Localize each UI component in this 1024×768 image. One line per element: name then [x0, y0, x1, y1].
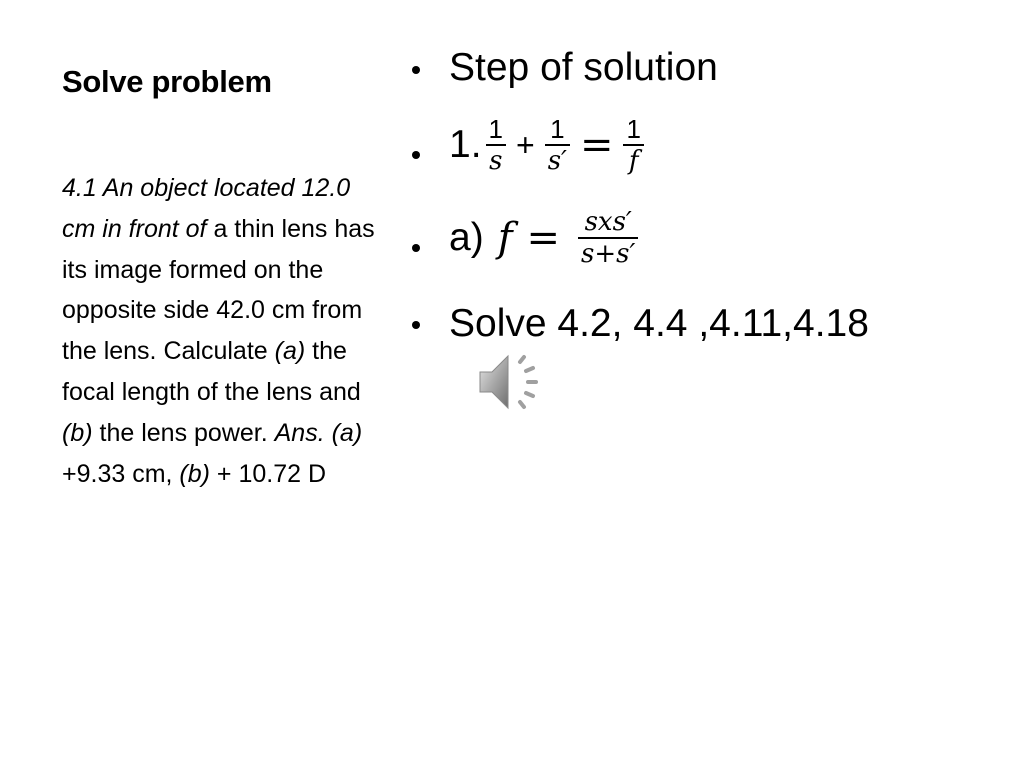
fraction-numerator: 1 [626, 114, 641, 144]
bullet-dot [412, 151, 420, 159]
fraction-numerator: 1 [550, 114, 565, 144]
speaker-icon[interactable] [476, 350, 548, 414]
problem-part-6: the lens power. [92, 418, 275, 447]
problem-part-9: (b) [179, 459, 210, 488]
equation-number: 1. [449, 123, 482, 166]
fraction-denominator: s′ [547, 146, 567, 176]
bullet-dot [412, 244, 420, 252]
fraction-denominator: s+s′ [581, 239, 636, 269]
fraction-one-over-s-prime [545, 114, 570, 176]
focal-length-equation [449, 207, 642, 269]
problem-part-10: + 10.72 D [209, 459, 327, 488]
equals-sign: = [579, 122, 614, 168]
problem-part-8: +9.33 cm, [62, 459, 180, 488]
fraction-denominator: f [628, 146, 639, 176]
part-a-label: a) [449, 216, 484, 259]
problem-part-1: 4.1 An object located 12.0 cm in front of [62, 174, 351, 243]
problem-part-2: a thin lens has its image formed on the opposite side 42.0 cm from the lens. Calculate [62, 214, 375, 366]
problem-text [62, 168, 380, 494]
fraction-numerator: sxs′ [584, 207, 632, 237]
bullet-dot [412, 66, 420, 74]
solve-list: Solve 4.2, 4.4 ,4.11,4.18 [449, 302, 869, 345]
fraction-denominator: s [489, 146, 503, 176]
problem-part-4: the focal length of the lens and [62, 337, 361, 406]
problem-part-5: (b) [62, 418, 93, 447]
step-heading: Step of solution [449, 46, 718, 89]
fraction-numerator: 1 [488, 114, 503, 144]
slide-title: Solve problem [62, 64, 272, 99]
lens-equation [449, 114, 648, 176]
focal-variable: f [497, 215, 513, 261]
problem-part-3: (a) [274, 337, 306, 366]
plus-sign: + [516, 126, 535, 163]
fraction-one-over-s [486, 114, 506, 176]
fraction-one-over-f [623, 114, 643, 176]
equals-sign: = [526, 215, 561, 261]
bullet-dot [412, 321, 420, 329]
fraction-focal-length [578, 207, 638, 269]
problem-part-7: Ans. (a) [274, 418, 363, 447]
